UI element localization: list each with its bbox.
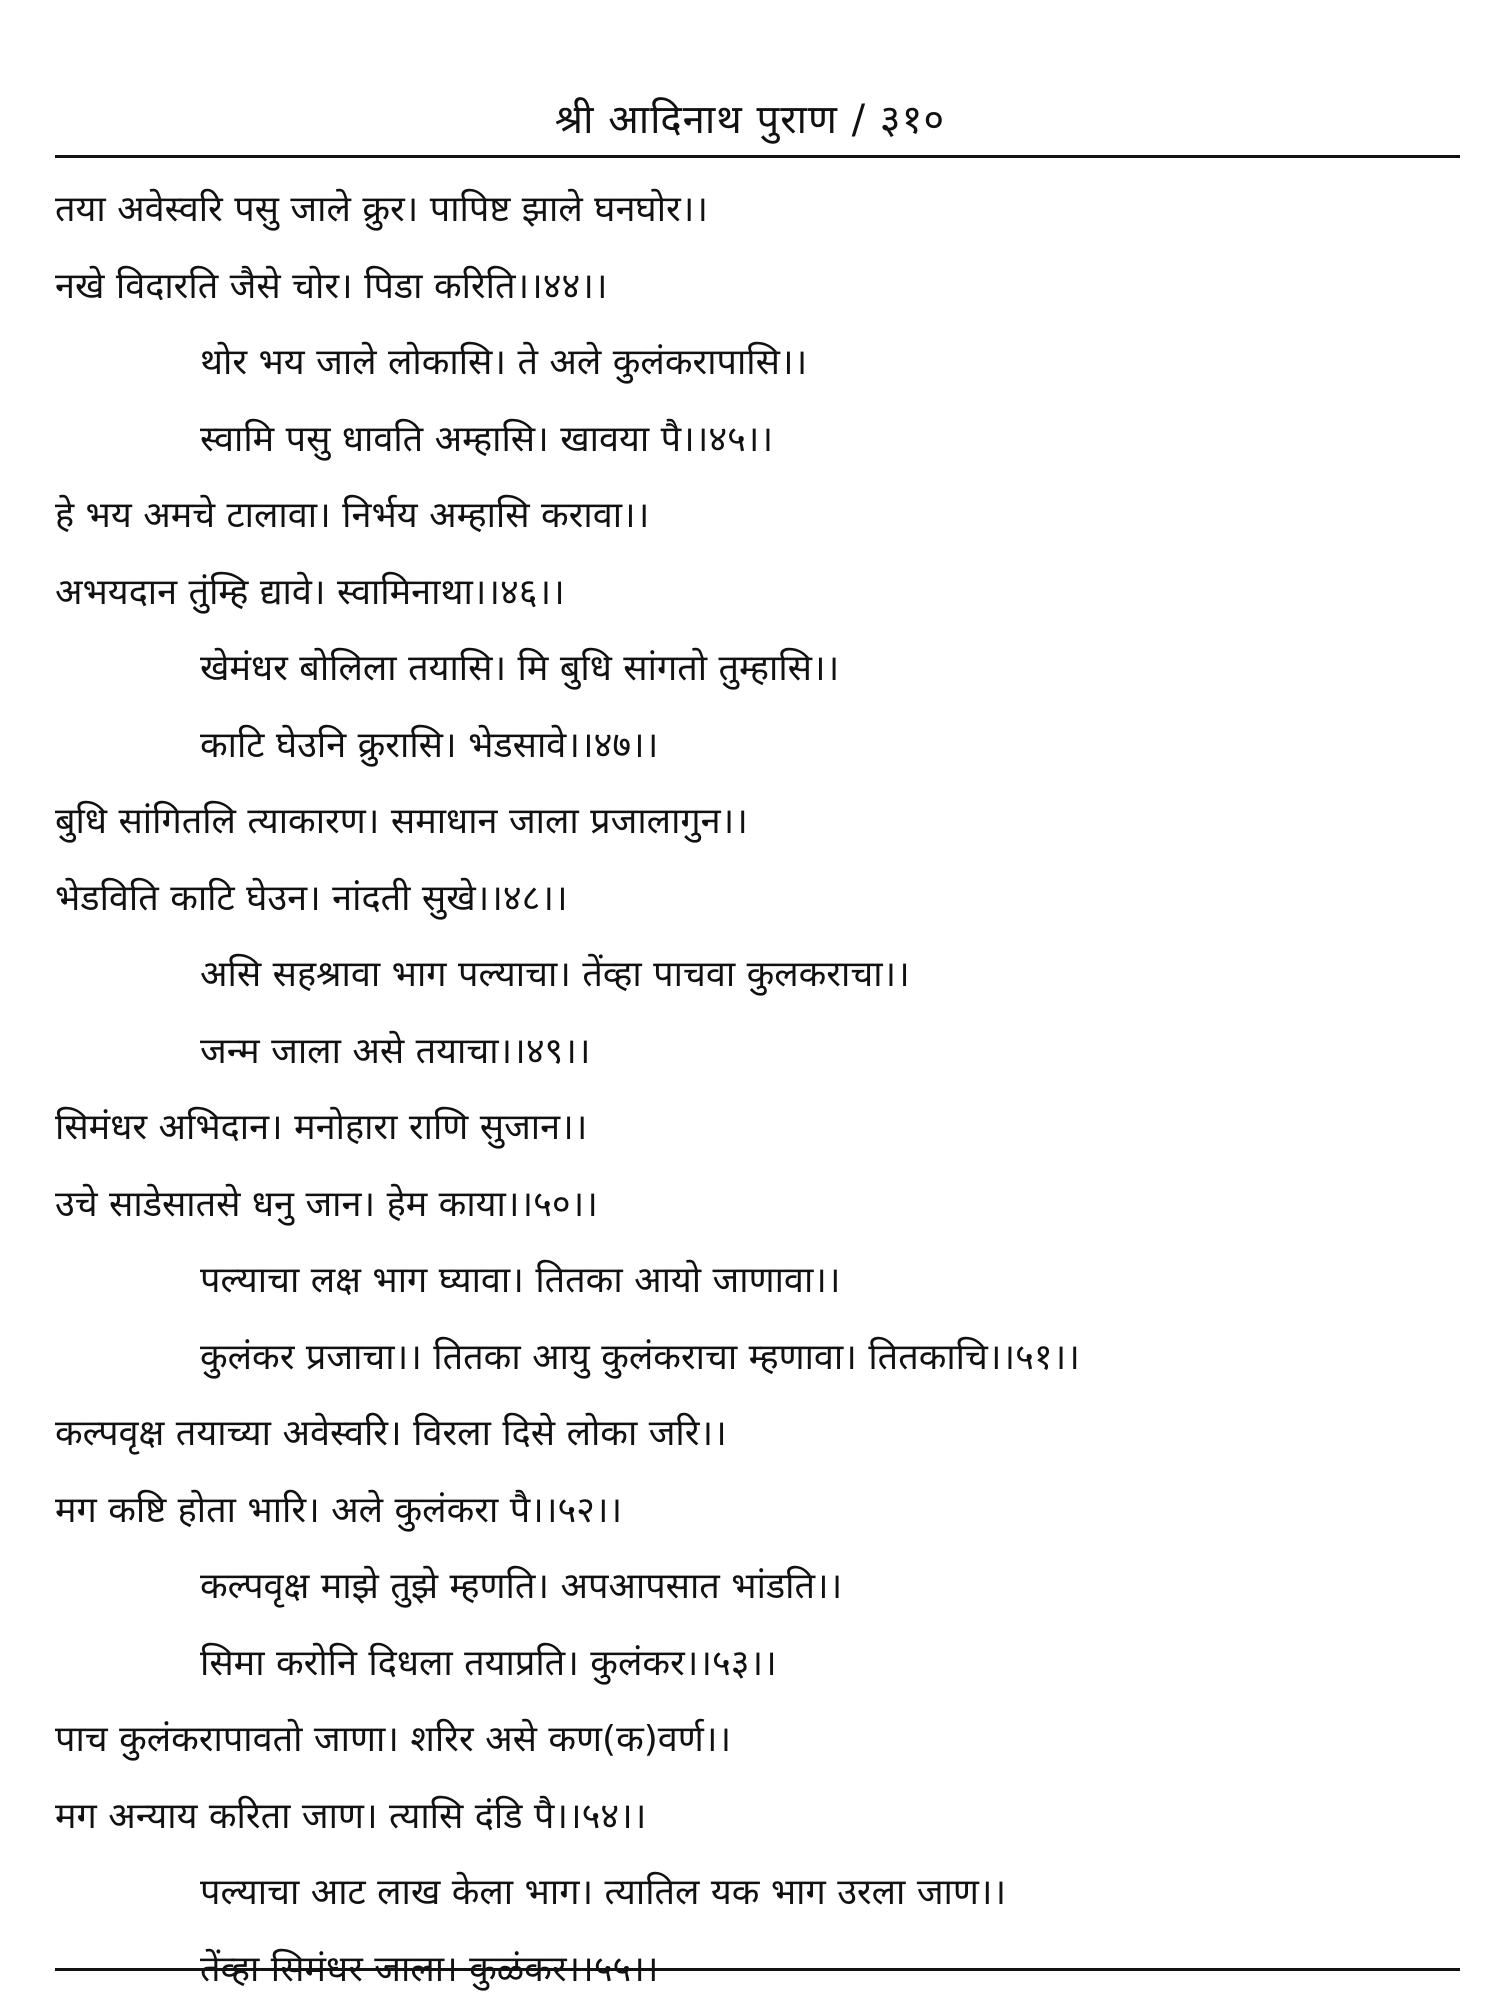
verse-line: हे भय अमचे टालावा। निर्भय अम्हासि करावा।।: [0, 478, 1500, 555]
verse-line: स्वामि पसु धावति अम्हासि। खावया पै।।४५।।: [0, 402, 1500, 479]
verse-line: थोर भय जाले लोकासि। ते अले कुलंकरापासि।।: [0, 325, 1500, 402]
verse-line: बुधि सांगितलि त्याकारण। समाधान जाला प्रजालागुन।।: [0, 784, 1500, 861]
verse-line: मग अन्याय करिता जाण। त्यासि दंडि पै।।५४।।: [0, 1779, 1500, 1856]
verse-line: कल्पवृक्ष तयाच्या अवेस्वरि। विरला दिसे लोका जरि।।: [0, 1396, 1500, 1473]
verse-line: उचे साडेसातसे धनु जान। हेम काया।।५०।।: [0, 1167, 1500, 1244]
verse-line: कुलंकर प्रजाचा।। तितका आयु कुलंकराचा म्हणावा। तितकाचि।।५१।।: [0, 1320, 1500, 1397]
running-header: श्री आदिनाथ पुराण / ३१०: [0, 95, 1500, 145]
verse-line: पल्याचा आट लाख केला भाग। त्यातिल यक भाग उरला जाण।।: [0, 1855, 1500, 1932]
verse-line: तया अवेस्वरि पसु जाले क्रुर। पापिष्ट झाले घनघोर।।: [0, 172, 1500, 249]
verse-line: जन्म जाला असे तयाचा।।४९।।: [0, 1014, 1500, 1091]
verse-line: नखे विदारति जैसे चोर। पिडा करिति।।४४।।: [0, 249, 1500, 326]
verse-line: असि सहश्रावा भाग पल्याचा। तेंव्हा पाचवा कुलकराचा।।: [0, 937, 1500, 1014]
verse-line: अभयदान तुंम्हि द्यावे। स्वामिनाथा।।४६।।: [0, 555, 1500, 632]
verse-line: खेमंधर बोलिला तयासि। मि बुधि सांगतो तुम्हासि।।: [0, 631, 1500, 708]
verse-line: कल्पवृक्ष माझे तुझे म्हणति। अपआपसात भांडति।।: [0, 1549, 1500, 1626]
verse-line: मग कष्टि होता भारि। अले कुलंकरा पै।।५२।।: [0, 1473, 1500, 1550]
footer-rule: [55, 1968, 1460, 1971]
verse-line: तेंव्हा सिमंधर जाला। कुळंकर।।५५।।: [0, 1932, 1500, 2008]
verse-line: सिमंधर अभिदान। मनोहारा राणि सुजान।।: [0, 1090, 1500, 1167]
verse-line: काटि घेउनि क्रुरासि। भेडसावे।।४७।।: [0, 708, 1500, 785]
verse-line: पाच कुलंकरापावतो जाणा। शरिर असे कण(क)वर्ण।।: [0, 1702, 1500, 1779]
verse-line: सिमा करोनि दिधला तयाप्रति। कुलंकर।।५३।।: [0, 1626, 1500, 1703]
verse-list: [0, 172, 1500, 2008]
verse-line: पल्याचा लक्ष भाग घ्यावा। तितका आयो जाणावा।।: [0, 1243, 1500, 1320]
verse-line: भेडविति काटि घेउन। नांदती सुखे।।४८।।: [0, 861, 1500, 938]
header-rule: [55, 155, 1460, 158]
